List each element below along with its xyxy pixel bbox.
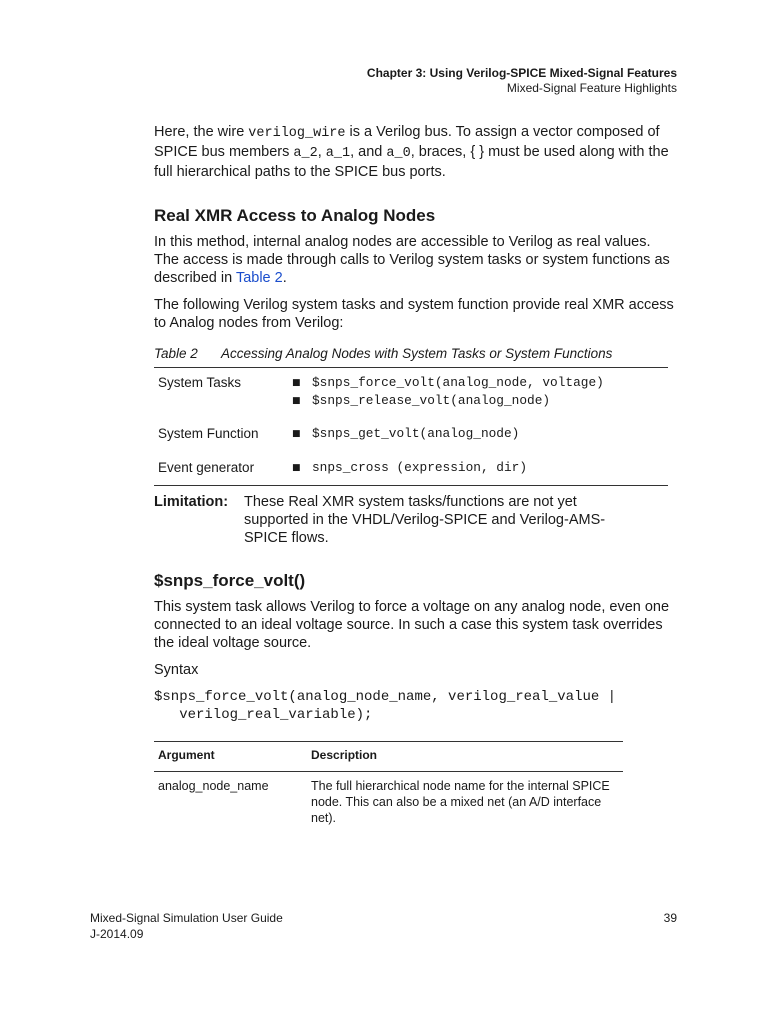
syntax-line: $snps_force_volt(analog_node_name, verilog_real_value |: [154, 689, 617, 705]
chapter-title: Chapter 3: Using Verilog-SPICE Mixed-Signal Features: [366, 66, 677, 80]
syntax-line: verilog_real_variable);: [154, 707, 373, 723]
table-caption-title: Accessing Analog Nodes with System Tasks or System Functions: [221, 346, 613, 361]
table-row-label: System Tasks: [158, 375, 242, 390]
xmr-text: In this method, internal analog nodes are accessible to Verilog as real values. The access is made through calls to Verilog system tasks or system functions as described in: [154, 234, 670, 286]
guide-title: Mixed-Signal Simulation User Guide: [90, 911, 283, 925]
guide-version: J-2014.09: [90, 927, 144, 941]
bullet-list: [292, 459, 668, 477]
argument-table: [154, 741, 623, 826]
limitation-text: These Real XMR system tasks/functions are not yet supported in the VHDL/Verilog-SPICE and Verilog-AMS-SPICE flows.: [244, 494, 606, 546]
event-signature: snps_cross (expression, dir): [312, 460, 528, 475]
bullet-icon: ■: [292, 378, 301, 388]
table-row: [154, 443, 668, 486]
argument-description: The full hierarchical node name for the internal SPICE node. This can also be a mixed net (an A/D interface net).: [311, 779, 610, 825]
running-header: [367, 66, 677, 96]
table-row: [154, 410, 668, 443]
syntax-label: Syntax: [154, 662, 199, 678]
xmr-text: .: [282, 270, 287, 286]
table-row-label: Event generator: [158, 460, 255, 475]
bullet-icon: ■: [292, 396, 301, 406]
inline-code-a2: a_2: [293, 146, 318, 161]
list-item: [292, 425, 668, 443]
intro-text: , braces, { } must be used along with the full hierarchical paths to the SPICE bus ports.: [154, 144, 669, 180]
section-heading-force-volt: $snps_force_volt(): [154, 571, 306, 590]
task-signature: $snps_release_volt(analog_node): [312, 393, 551, 408]
intro-text: is a Verilog bus. To assign a vector composed of SPICE bus members: [154, 124, 660, 160]
intro-text: Here, the wire: [154, 124, 249, 140]
footer: [90, 910, 283, 942]
section-heading-real-xmr: Real XMR Access to Analog Nodes: [154, 206, 436, 225]
table-header-row: [154, 742, 623, 772]
inline-code-verilog-wire: verilog_wire: [248, 126, 346, 141]
section-title: Mixed-Signal Feature Highlights: [506, 81, 677, 95]
syntax-code-block: [154, 688, 679, 724]
limitation-note: [154, 493, 679, 547]
system-tasks-table: [154, 367, 668, 486]
intro-text: ,: [317, 144, 326, 160]
page-content: [154, 123, 679, 826]
table-2-link[interactable]: Table 2: [235, 270, 283, 286]
bullet-icon: ■: [292, 463, 301, 473]
table-caption: [154, 345, 679, 362]
list-item: [292, 459, 668, 477]
bullet-icon: ■: [292, 429, 301, 439]
bullet-list: [292, 425, 668, 443]
limitation-label: Limitation:: [154, 494, 229, 510]
column-header-description: Description: [307, 742, 623, 772]
table-row-label: System Function: [158, 426, 259, 441]
list-item: [292, 392, 668, 410]
argument-name: analog_node_name: [158, 779, 269, 793]
xmr-paragraph-1: [154, 233, 679, 287]
force-volt-description: This system task allows Verilog to force a voltage on any analog node, even one connected to an ideal voltage source. In such a case this system task overrides the ideal voltage source.: [154, 599, 670, 651]
intro-text: , and: [350, 144, 387, 160]
page-number: 39: [663, 911, 677, 925]
table-row: [154, 368, 668, 411]
task-signature: $snps_force_volt(analog_node, voltage): [312, 375, 604, 390]
table-row: [154, 772, 623, 827]
table-caption-number: Table 2: [154, 346, 198, 361]
intro-paragraph: [154, 123, 679, 181]
inline-code-a1: a_1: [325, 146, 351, 161]
inline-code-a0: a_0: [386, 146, 411, 161]
function-signature: $snps_get_volt(analog_node): [312, 426, 520, 441]
column-header-argument: Argument: [154, 742, 307, 772]
list-item: [292, 374, 668, 392]
xmr-paragraph-2: The following Verilog system tasks and system function provide real XMR access to Analog nodes from Verilog:: [154, 297, 674, 331]
bullet-list: [292, 374, 668, 410]
